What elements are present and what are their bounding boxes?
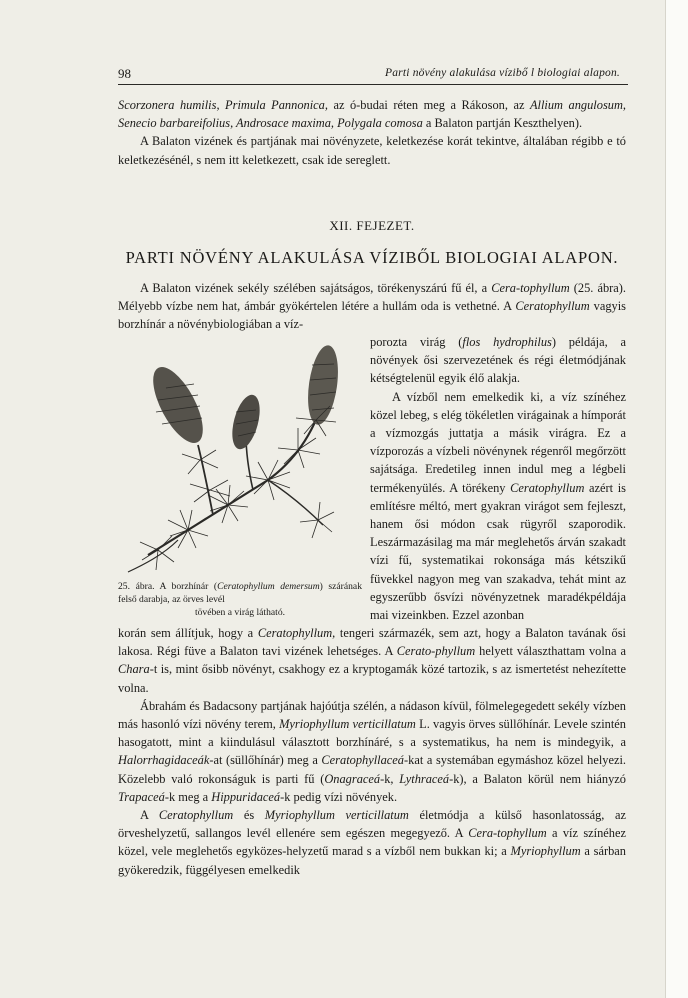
top-paragraphs <box>118 96 626 169</box>
ceratophyllum-illustration <box>118 340 364 578</box>
page-margin <box>666 0 688 998</box>
chapter-number: XII. FEJEZET. <box>329 218 415 233</box>
lower-paragraphs <box>118 624 626 879</box>
intro-paragraph: A Balaton vizének sekély szélében sajátságos, törékenyszárú fű él, a Cera-tophyllum (25. ábra). Mélyebb vízbe nem hat, ámbár gyökértelen létére a hullám oda is vethetné. A Ceratophyllum vagyis borzhínár a növénybiologiában a víz- <box>118 281 626 332</box>
paragraph-vegetation-age: A Balaton vizének és partjának mai növényzete, keletkezése korát tekintve, általában régibb e tó keletkezésénél, s nem itt keletkezett, csak ide sereglett. <box>118 134 626 167</box>
paragraph-locations: Scorzonera humilis, Primula Pannonica, az ó-budai réten meg a Rákoson, az Allium angulosum, Senecio barbareifolius, Androsace maxima, Polygala comosa a Balaton partján Keszthelyen). <box>118 98 627 131</box>
chapter-title: PARTI NÖVÉNY ALAKULÁSA VÍZIBŐL BIOLOGIAI ALAPON. <box>125 248 619 267</box>
paragraph-comparison: A Ceratophyllum és Myriophyllum verticillatum életmódja a külső hasonlatosság, az örveshelyzetű, sallangos levél ellenére sem egészen megegyező. A Cera-tophyllum a víz színéhez közel, vele meglehetős egyközes-helyzetű marad s a vízből nem bukkan ki; a Myriophyllum a sárban gyökeredzik, függélyesen emelkedik <box>118 808 626 877</box>
page-number: 98 <box>118 66 131 81</box>
page-header <box>118 66 628 85</box>
paragraph-origin: korán sem állítjuk, hogy a Ceratophyllum, tengeri származék, sem azt, hogy a Balaton tavának ősi lakosa. Régi füve a Balaton tavi vizének lehetséges. A Cerato-phyllum helyett választhattam volna a Chara-t is, mint ősibb növényt, csakhogy ez a kryptogamák közé tartozik, s az ismertetést nehezítette volna. <box>118 626 627 695</box>
paragraph-myriophyllum: Ábrahám és Badacsony partjának hajóútja szélén, a nádason kívül, fölmelegegedett sekély vízben más hasonló vízi növény terem, Myriophyllum verticillatum L. vagyis örves süllőhínár. Levele szintén hasogatott, mint a kiindulásul választott borzhínáré, s a systematikus, ha nem is mindegyik, a Halorrhagidaceák-at (süllőhínár) meg a Ceratophyllaceá-kat a systemában egymáshoz közel helyezi. Közelebb való rokonságuk is parti fű (Onagraceá-k, Lythraceá-k), a Balaton körül nem hiányzó Trapaceá-k meg a Hippuridaceá-k pedig vízi növények. <box>118 698 626 804</box>
right-column-text: porozta virág (flos hydrophilus) példája, a növények ősi szervezetének és régi életmódjának kétségtelenül egyik élő alakja. A vízből nem emelkedik ki, a víz színéhez közel lebeg, s elég tökéletlen virágainak a hímporát a vízmozgás juttatja a másik virágra. Ez a vízporozás a vízbeli növénynek régenről megőrzött sajátsága. Eredetileg innen indul meg a légbeli termékenyülés. A törékeny Ceratophyllum azért is említésre méltó, mert gyakran virágot sem fejleszt, hanem ősi módon csak rügyről szaporodik. Leszármazásilag ma már meglehetős árván szakadt vízi fű, systematikai rokonsága más kétszikű füvekkel nagyon meg van szakadva, tehát mint az egyszerűbb ősvízi növényzetnek maradékpéldája mai vizeinkben. Ezzel azonban <box>370 335 626 623</box>
running-title: Parti növény alakulása vízibő l biologiai alapon. <box>385 67 620 79</box>
figure-caption: 25. ábra. A borzhínár (Ceratophyllum demersum) szárának felső darabja, az örves levél tövében a virág látható. <box>118 581 362 618</box>
